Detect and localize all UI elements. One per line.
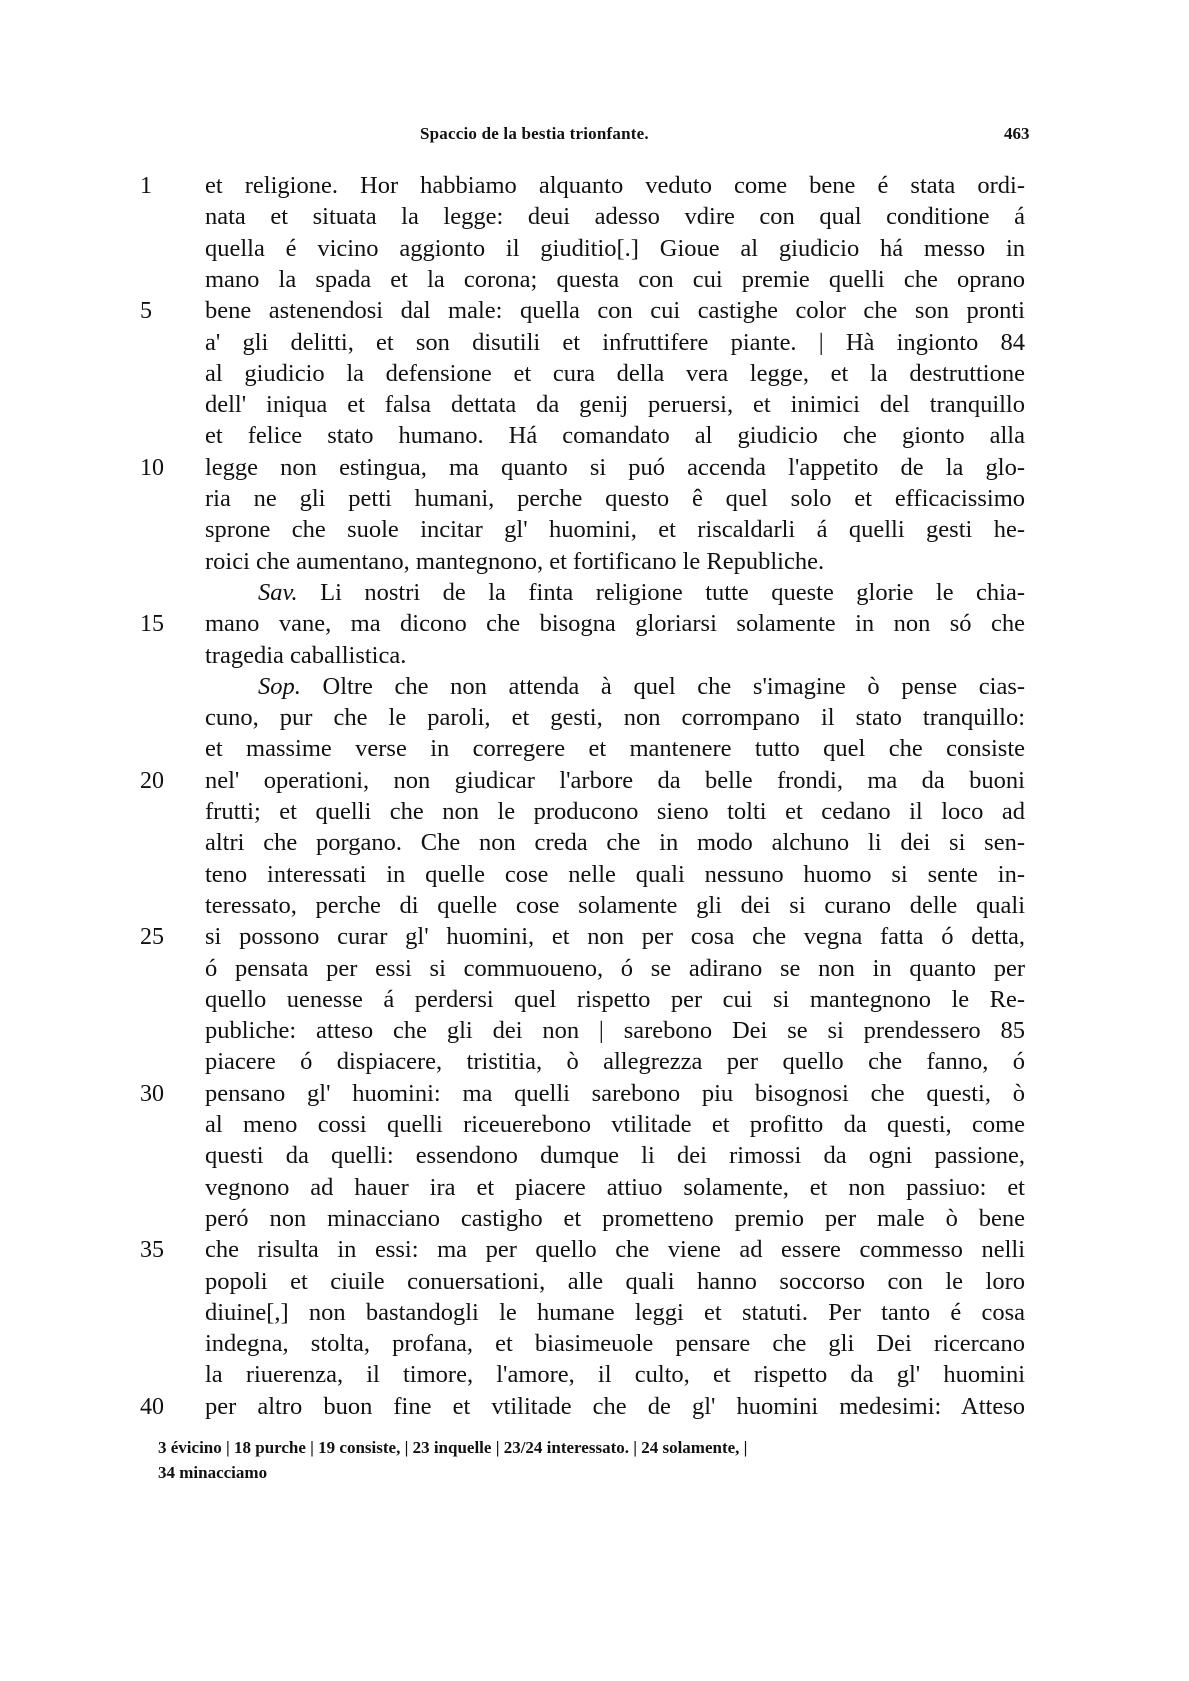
text-line — [205, 828, 1025, 858]
line-text: indegna, stolta, profana, et biasimeuole pensare che gli Dei ricercano — [205, 1330, 1025, 1357]
text-line — [205, 1110, 1025, 1140]
line-text: pensano gl' huomini: ma quelli sarebono piu bisognosi che questi, ò — [205, 1080, 1025, 1107]
text-line — [205, 703, 1025, 733]
line-text: questi da quelli: essendono dumque li dei rimossi da ogni passione, — [205, 1142, 1025, 1169]
line-text: et religione. Hor habbiamo alquanto veduto come bene é stata ordi- — [205, 172, 1025, 199]
text-line — [205, 1267, 1025, 1297]
line-number: 35 — [140, 1237, 164, 1263]
line-text: al meno cossi quelli riceuerebono vtilitade et profitto da questi, come — [205, 1111, 1025, 1138]
text-line — [205, 734, 1025, 764]
text-line — [205, 985, 1025, 1015]
line-number: 25 — [140, 924, 164, 950]
page-number: 463 — [1004, 124, 1030, 143]
line-text: bene astenendosi dal male: quella con cui castighe color che son pronti — [205, 297, 1025, 324]
line-number: 30 — [140, 1081, 164, 1107]
text-line — [205, 390, 1025, 420]
text-line — [205, 1016, 1025, 1046]
footnote-line: 34 minacciamo — [158, 1463, 268, 1482]
line-number: 15 — [140, 611, 164, 637]
line-text: la riuerenza, il timore, l'amore, il culto, et rispetto da gl' huomini — [205, 1361, 1025, 1388]
text-line — [205, 1141, 1025, 1171]
line-text: piacere ó dispiacere, tristitia, ò allegrezza per quello che fanno, ó — [205, 1048, 1025, 1075]
line-text: roici che aumentano, mantegnono, et fortificano le Republiche. — [205, 548, 825, 575]
text-line — [205, 234, 1025, 264]
line-text: sprone che suole incitar gl' huomini, et riscaldarli á quelli gesti he- — [205, 516, 1025, 543]
text-line — [258, 578, 1025, 608]
line-text: dell' iniqua et falsa dettata da genij peruersi, et inimici del tranquillo — [205, 391, 1025, 418]
running-title: Spaccio de la bestia trionfante. — [420, 124, 649, 143]
line-text: popoli et ciuile conuersationi, alle quali hanno soccorso con le loro — [205, 1268, 1025, 1295]
line-text: mano la spada et la corona; questa con cui premie quelli che oprano — [205, 266, 1025, 293]
line-number: 1 — [140, 173, 152, 199]
line-text: publiche: atteso che gli dei non | sarebono Dei se si prendessero 85 — [205, 1017, 1025, 1044]
line-text: et felice stato humano. Há comandato al giudicio che gionto alla — [205, 422, 1025, 449]
line-number: 5 — [140, 298, 152, 324]
line-text: tragedia caballistica. — [205, 642, 407, 669]
line-text: al giudicio la defensione et cura della vera legge, et la destruttione — [205, 360, 1025, 387]
line-text: ria ne gli petti humani, perche questo ê quel solo et efficacissimo — [205, 485, 1025, 512]
text-line — [205, 641, 1025, 671]
text-line — [205, 328, 1025, 358]
text-line — [205, 609, 1025, 639]
text-line — [205, 1235, 1025, 1265]
speaker-label: Sav. — [258, 579, 298, 606]
text-line — [205, 484, 1025, 514]
line-text: nel' operationi, non giudicar l'arbore da belle frondi, ma da buoni — [205, 767, 1025, 794]
text-line — [205, 922, 1025, 952]
text-line — [258, 672, 1025, 702]
text-line — [205, 1329, 1025, 1359]
line-text: Li nostri de la finta religione tutte queste glorie le chia- — [320, 579, 1026, 606]
line-text: si possono curar gl' huomini, et non per cosa che vegna fatta ó detta, — [205, 923, 1025, 950]
line-text: per altro buon fine et vtilitade che de gl' huomini medesimi: Atteso — [205, 1393, 1025, 1420]
line-text: mano vane, ma dicono che bisogna gloriarsi solamente in non só che — [205, 610, 1025, 637]
text-line — [205, 1392, 1025, 1422]
line-text: frutti; et quelli che non le producono sieno tolti et cedano il loco ad — [205, 798, 1025, 825]
line-text: ó pensata per essi si commuoueno, ó se adirano se non in quanto per — [205, 955, 1025, 982]
text-line — [205, 421, 1025, 451]
line-text: quella é vicino aggionto il giuditio[.] Gioue al giudicio há messo in — [205, 235, 1025, 262]
text-line — [205, 171, 1025, 201]
line-text: che risulta in essi: ma per quello che viene ad essere commesso nelli — [205, 1236, 1025, 1263]
footnote-line: 3 évicino | 18 purche | 19 consiste, | 23 inquelle | 23/24 interessato. | 24 solamente, | — [158, 1438, 748, 1457]
speaker-label: Sop. — [258, 673, 301, 700]
line-number: 10 — [140, 455, 164, 481]
text-line — [205, 1298, 1025, 1328]
line-text: altri che porgano. Che non creda che in modo alchuno li dei si sen- — [205, 829, 1025, 856]
text-line — [205, 766, 1025, 796]
line-text: cuno, pur che le paroli, et gesti, non corrompano il stato tranquillo: — [205, 704, 1025, 731]
text-line — [205, 453, 1025, 483]
line-text: diuine[,] non bastandogli le humane leggi et statuti. Per tanto é cosa — [205, 1299, 1025, 1326]
line-text: et massime verse in corregere et mantenere tutto quel che consiste — [205, 735, 1025, 762]
text-line — [205, 797, 1025, 827]
text-line — [205, 515, 1025, 545]
text-line — [205, 359, 1025, 389]
line-text: legge non estingua, ma quanto si puó accenda l'appetito de la glo- — [205, 454, 1025, 481]
text-line — [205, 954, 1025, 984]
text-line — [205, 891, 1025, 921]
line-number: 40 — [140, 1394, 164, 1420]
text-line — [205, 1173, 1025, 1203]
line-text: nata et situata la legge: deui adesso vdire con qual conditione á — [205, 203, 1025, 230]
line-text: peró non minacciano castigho et prometteno premio per male ò bene — [205, 1205, 1025, 1232]
text-line — [205, 1079, 1025, 1109]
line-text: vegnono ad hauer ira et piacere attiuo solamente, et non passiuo: et — [205, 1174, 1025, 1201]
line-text: quello uenesse á perdersi quel rispetto per cui si mantegnono le Re- — [205, 986, 1025, 1013]
text-line — [205, 1047, 1025, 1077]
line-text: teno interessati in quelle cose nelle quali nessuno huomo si sente in- — [205, 861, 1025, 888]
text-line — [205, 296, 1025, 326]
line-number: 20 — [140, 768, 164, 794]
text-line — [205, 1360, 1025, 1390]
text-line — [205, 265, 1025, 295]
line-text: teressato, perche di quelle cose solamente gli dei si curano delle quali — [205, 892, 1025, 919]
text-line — [205, 1204, 1025, 1234]
line-text: a' gli delitti, et son disutili et infruttifere piante. | Hà ingionto 84 — [205, 329, 1025, 356]
line-text: Oltre che non attenda à quel che s'imagine ò pense cias- — [322, 673, 1026, 700]
text-line — [205, 202, 1025, 232]
text-line — [205, 860, 1025, 890]
text-line — [205, 547, 1025, 577]
